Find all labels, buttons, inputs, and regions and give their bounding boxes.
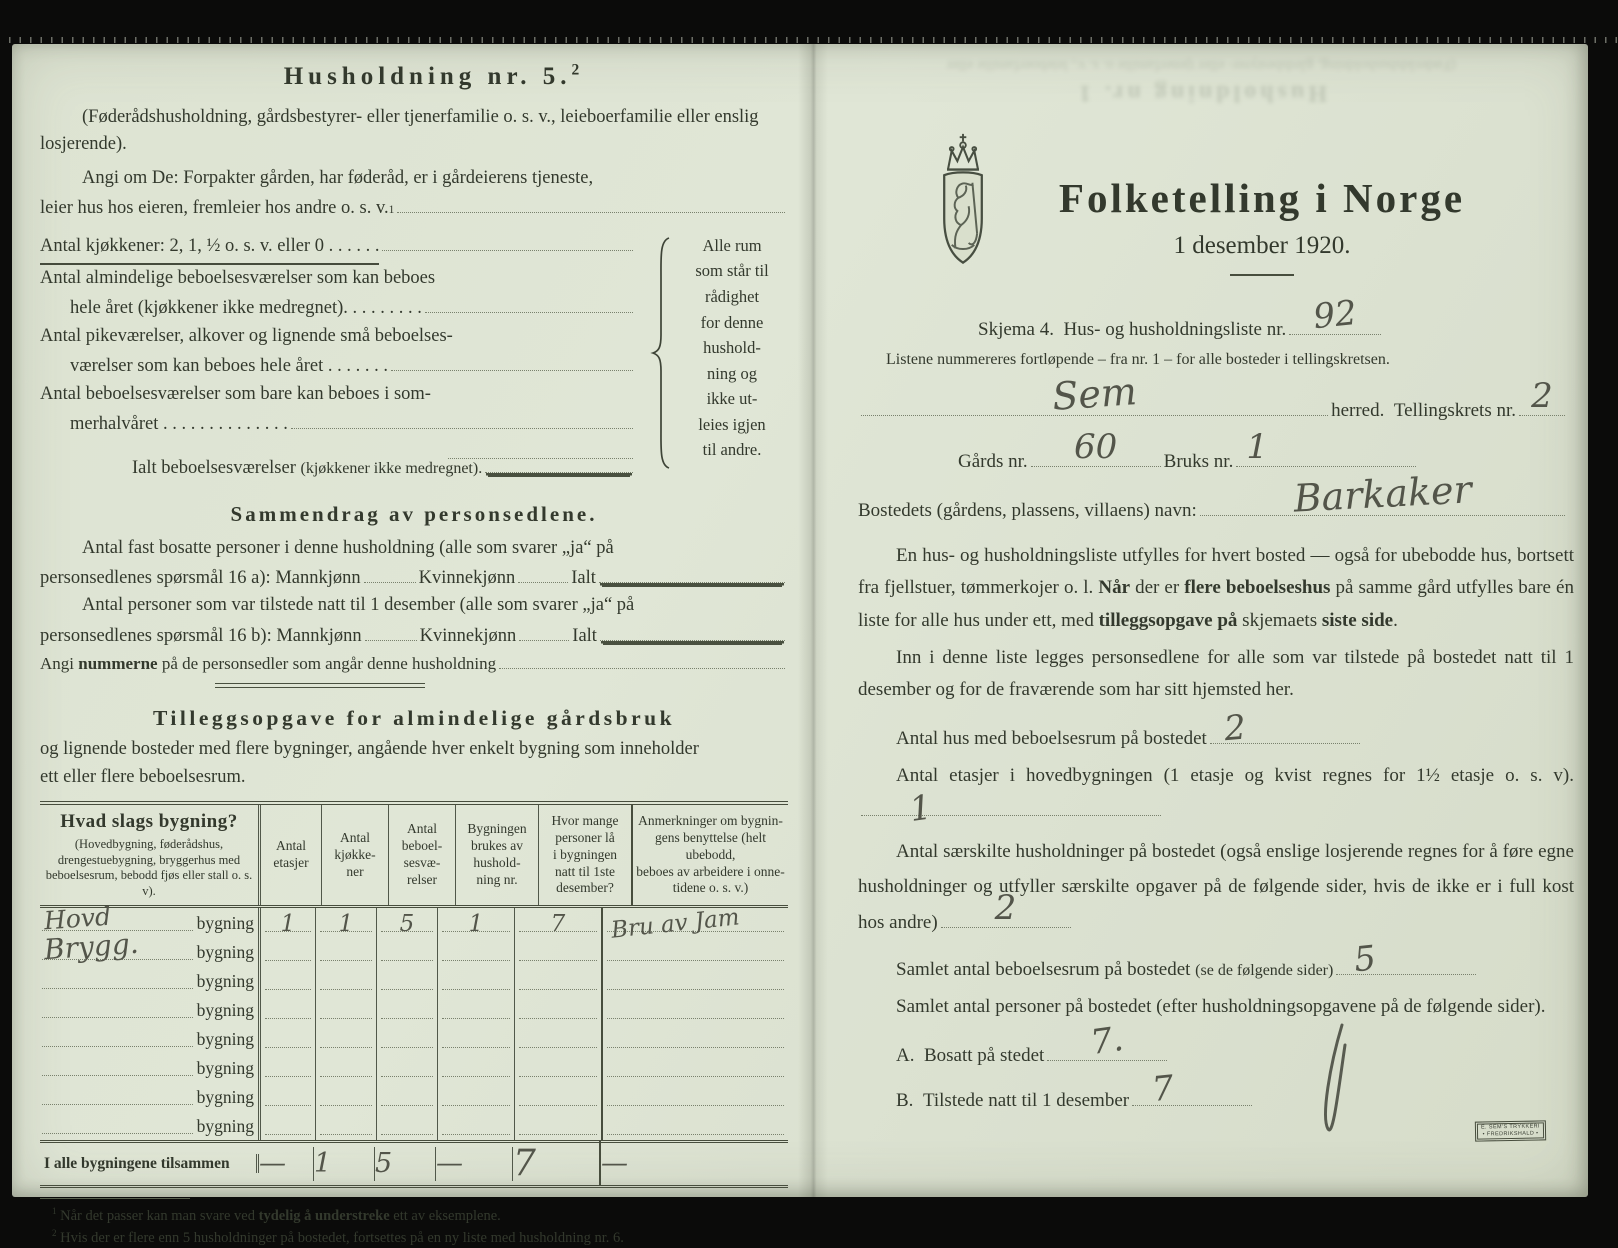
handwritten-gaards-nr: 60 — [1074, 426, 1118, 467]
skjema-label: Skjema 4. — [978, 318, 1054, 340]
dotted-blank-line — [1200, 467, 1565, 521]
left-page — [40, 44, 788, 1246]
dotted-blank-line — [382, 231, 633, 251]
handwritten-antal-etasjer: 1 — [907, 787, 935, 831]
table-total-row — [40, 1140, 788, 1188]
question-line: Antal pikeværelser, alkover og lignende små beboelses- — [40, 326, 453, 347]
summary-line: Antal personer som var tilstede natt til 1 desember (alle som svarer „ja“ på — [82, 595, 635, 616]
dotted-blank-line — [941, 887, 1071, 928]
herred-line — [858, 368, 1568, 422]
handwritten-bruks-nr: 1 — [1246, 426, 1268, 467]
numbering-note: Listene nummereres fortløpende – fra nr. 1 – for alle bosteder i tellingskretsen. — [886, 350, 1390, 368]
summary-question-2 — [40, 592, 788, 650]
question-maid-rooms — [40, 323, 636, 381]
dot-leader: . . . . . . . . . . . . . . — [162, 414, 288, 435]
table-row: bygning — [40, 966, 788, 995]
personsedler-line: Angi nummerne på de personsedler som angår denne husholdning — [40, 650, 788, 676]
handwritten-tilstede: 7 — [1150, 1067, 1176, 1110]
handwritten-liste-nr: 92 — [1311, 292, 1359, 338]
instructions-paragraph-2: Inn i denne liste legges personsedlene for alle som var tilstede på bostedet natt til 1 desember og for de fraværende som har sitt hjemsted her. — [858, 646, 1574, 701]
dotted-blank-line — [391, 351, 633, 371]
dotted-blank-line — [1031, 426, 1161, 467]
handwritten-total: 5 — [375, 1147, 393, 1179]
handwritten-saerskilte: 2 — [994, 887, 1017, 928]
right-page — [858, 44, 1574, 1197]
supplement-subtitle: og lignende bosteder med flere bygninger, angående hver enkelt bygning som inneholder ett eller flere beboelsesrum. — [40, 738, 699, 787]
dotted-blank-line — [499, 650, 785, 669]
household-title-text: Husholdning nr. 5. — [283, 63, 572, 90]
liste-nr-label: Hus- og husholdningsliste nr. — [1063, 318, 1287, 340]
tilstede-line — [896, 1067, 1574, 1112]
dotted-blank-line — [519, 620, 569, 640]
instruction-line-2-text: leier hus hos eieren, fremleier hos andre o. s. v. — [40, 198, 389, 219]
table-row: bygning — [40, 1082, 788, 1111]
header-rooms: Antal beboel- sesvæ- relser — [389, 805, 456, 904]
household-intro-paragraph: (Føderådshusholdning, gårdsbestyrer- eller tjenerfamilie o. s. v., leieboerfamilie eller enslig losjerende). — [40, 106, 759, 155]
bosatt-line — [896, 1018, 1574, 1067]
dotted-blank-line — [1236, 426, 1416, 467]
dot-leader: . . . . . . . — [327, 356, 389, 377]
census-form-paper — [12, 44, 1588, 1246]
handwritten-bosted-navn: Barkaker — [1292, 467, 1473, 521]
header-floors: Antal etasjer — [261, 805, 322, 904]
footnote-separator — [40, 1198, 190, 1199]
dotted-blank-line — [485, 453, 633, 473]
dotted-blank-line — [599, 562, 785, 582]
table-row: bygning — [40, 1111, 788, 1140]
dotted-blank-line — [291, 409, 633, 429]
header-kitchens: Antal kjøkke- ner — [322, 805, 389, 904]
handwritten-bosatt: 7. — [1088, 1018, 1127, 1063]
page-title: Folketelling i Norge — [1058, 175, 1466, 221]
label-mannkjonn: Mannkjønn — [276, 625, 362, 646]
handwritten-value: 1 — [338, 910, 354, 937]
handwritten-value: 5 — [399, 910, 415, 937]
header-persons: Hvor mange personer lå i bygningen natt til 1ste desember? — [539, 805, 633, 904]
summary-line: personsedlenes spørsmål 16 a): — [40, 567, 271, 588]
norway-coat-of-arms-icon — [916, 132, 1010, 288]
question-saerskilte-husholdninger: Antal særskilte husholdninger på bostedet (også enslige losjerende regnes for å føre egne husholdninger og utfyller særskilte opgaver på de følgende sider, hvis de ikke er i full kost hos andre) 2 — [858, 841, 1574, 933]
curly-brace-icon — [652, 235, 672, 471]
question-line: Ialt beboelsesværelser — [132, 458, 296, 479]
dotted-blank-line — [425, 293, 633, 313]
question-paren: (kjøkkener ikke medregnet). — [300, 460, 483, 478]
header-used-by: Bygningen brukes av hushold- ning nr. — [456, 805, 539, 904]
footnote-2: $^2$ Hvis der er flere enn 5 husholdninger på bostedet, fortsettes på en ny liste med husholdning nr. 6. — [52, 1227, 624, 1246]
question-antal-hus: Antal hus med beboelsesrum på bostedet 2 — [858, 723, 1574, 750]
page-fold-crease — [798, 44, 828, 1197]
handwritten-total: 7 — [513, 1143, 536, 1185]
dotted-blank-line — [397, 193, 785, 213]
dotted-blank-line — [518, 562, 568, 582]
question-line: merhalvåret — [70, 414, 159, 435]
footnote-ref-2: 2 — [571, 61, 585, 79]
total-label: I alle bygningene tilsammen — [40, 1154, 259, 1173]
handwritten-value: 7 — [550, 910, 566, 937]
handwritten-value: 1 — [468, 910, 484, 937]
footnote-1: $^1$ Når det passer kan man svare ved tydelig å understreke ett av eksemplene. — [52, 1205, 501, 1224]
table-row: Hovd bygning 1 1 5 1 7 Bru av Jam — [40, 908, 788, 937]
supplement-heading: Tilleggsopgave for almindelige gårdsbruk — [152, 705, 676, 730]
summary-line: personsedlenes spørsmål 16 b): — [40, 625, 272, 646]
tilstede-label: Tilstede natt til 1 desember — [922, 1089, 1130, 1111]
handwritten-total: — — [436, 1147, 463, 1179]
question-total-rooms — [40, 453, 636, 483]
handwritten-building-name: Hovd — [43, 902, 112, 936]
dotted-blank-line — [861, 787, 1161, 831]
question-line: Antal beboelsesværelser som bare kan beboes i som- — [40, 383, 431, 404]
header-remarks: Anmerkninger om bygnin- gens benyttelse (helt ubebodd, beboes av arbeidere i onne- tidene o. s. v.) — [636, 812, 785, 896]
dotted-blank-line — [1289, 292, 1381, 338]
brace-side-note: Alle rum som står til rådighet for denne hushold- ning og ikke ut- leies igjen til andre. — [695, 235, 769, 460]
dotted-blank-line — [1047, 1018, 1167, 1063]
handwritten-total: 1 — [314, 1147, 332, 1179]
question-antal-etasjer: Antal etasjer i hovedbygningen (1 etasje og kvist regnes for 1½ etasje o. s. v). 1 — [858, 758, 1574, 828]
dot-leader: . . . . . . . . — [352, 298, 422, 319]
instructions-paragraph-1: En hus- og husholdningsliste utfylles for hvert bosted — også for ubebodde hus, bortsett fra fjellstuer, tømmerkojer o. l. Når der er flere beboelseshus på samme gård utfylles bare én liste for alle hus under ett, med tilleggsopgave på skjemaets siste side. — [858, 544, 1574, 632]
printer-stamp: E. SEM'S TRYKKERI • FREDRIKSHALD • — [1475, 1121, 1546, 1142]
dotted-blank-line — [1210, 707, 1360, 750]
bleed-through-text: Husholdning nr. 1 (Føderådshusholdning, gårdsbestyrer- eller tjenerfamilie o. s. v., leieboerfamilie eller — [946, 57, 1456, 106]
handwritten-total: — — [601, 1147, 628, 1179]
dotted-blank-line — [364, 562, 416, 582]
instruction-line-2 — [40, 193, 788, 223]
tellingskrets-label: Tellingskrets nr. — [1393, 399, 1516, 421]
table-row: bygning — [40, 995, 788, 1024]
bosted-label: Bostedets (gårdens, plassens, villaens) navn: — [858, 499, 1197, 521]
handwritten-antal-hus: 2 — [1222, 707, 1248, 750]
masthead — [858, 132, 1574, 288]
title-rule — [1230, 274, 1294, 276]
dotted-blank-line — [1336, 937, 1476, 981]
item-b-label: B. — [896, 1089, 914, 1111]
instruction-line-1: Angi om De: Forpakter gården, har føderåd, er i gårdeierens tjeneste, — [82, 168, 594, 188]
label-mannkjonn: Mannkjønn — [275, 567, 361, 588]
question-kitchens-text: Antal kjøkkener: 2, 1, ½ o. s. v. eller 0 . . . . . . — [40, 233, 379, 265]
table-row: Brygg. bygning — [40, 937, 788, 966]
item-a-label: A. — [896, 1044, 915, 1066]
summary-question-1 — [40, 535, 788, 593]
footnote-ref-1: 1 — [388, 204, 395, 217]
question-line: hele året (kjøkkener ikke medregnet). — [70, 298, 348, 319]
pen-stroke-mark-icon — [1312, 1023, 1356, 1141]
table-row: bygning — [40, 1024, 788, 1053]
census-date: 1 desember 1920. — [1173, 232, 1351, 259]
question-ordinary-rooms — [40, 265, 636, 323]
handwritten-beboelsesrum: 5 — [1352, 937, 1379, 981]
bosted-line — [858, 467, 1568, 522]
gaards-nr-label: Gårds nr. — [958, 450, 1028, 472]
handwritten-total: — — [259, 1147, 286, 1179]
film-edge-ticks — [0, 37, 1618, 43]
handwritten-remark: Bru av Jam — [609, 904, 741, 944]
dotted-blank-line — [861, 368, 1328, 419]
table-row: bygning — [40, 1053, 788, 1082]
question-kitchens — [40, 231, 636, 265]
short-double-rule — [215, 683, 425, 688]
question-line: værelser som kan beboes hele året — [70, 356, 324, 377]
dotted-blank-line — [1519, 375, 1565, 416]
building-table — [40, 801, 788, 1187]
building-table-header — [40, 805, 788, 907]
bosatt-label: Bosatt på stedet — [923, 1044, 1045, 1066]
question-summer-rooms — [40, 381, 636, 449]
label-kvinnekjonn: Kvinnekjønn — [419, 625, 517, 646]
dotted-blank-line — [1132, 1067, 1252, 1110]
question-samlet-beboelsesrum: Samlet antal beboelsesrum på bostedet (se de følgende sider) 5 — [858, 954, 1574, 981]
skjema-line — [978, 292, 1534, 341]
masthead-text — [1010, 132, 1574, 288]
dotted-blank-line — [365, 620, 417, 640]
summary-heading: Sammendrag av personsedlene. — [230, 502, 598, 527]
handwritten-building-name: Brygg. — [42, 926, 140, 966]
room-questions-block — [40, 231, 788, 483]
instruction-paragraph — [40, 165, 788, 223]
question-line: Antal almindelige beboelsesværelser som kan beboes — [40, 268, 436, 289]
herred-label: herred. — [1331, 399, 1385, 421]
header-building-type: Hvad slags bygning? (Hovedbygning, føderådshus, drengestuebygning, bryggerhus med beboelsesrum, bebodd fjøs eller stall o. s. v). — [40, 805, 261, 904]
label-kvinnekjonn: Kvinnekjønn — [418, 567, 516, 588]
dotted-blank-line — [600, 620, 785, 640]
handwritten-tellingskrets: 2 — [1531, 375, 1553, 416]
bruks-nr-label: Bruks nr. — [1163, 450, 1234, 472]
label-ialt: Ialt — [572, 625, 597, 646]
handwritten-herred: Sem — [1050, 368, 1139, 419]
household-section-title — [80, 58, 788, 96]
question-samlet-personer: Samlet antal personer på bostedet (efter husholdningsopgavene på de følgende sider). — [896, 995, 1546, 1017]
handwritten-value: 1 — [280, 910, 296, 937]
summary-line: Antal fast bosatte personer i denne husholdning (alle som svarer „ja“ på — [82, 537, 614, 558]
label-ialt: Ialt — [571, 567, 596, 588]
